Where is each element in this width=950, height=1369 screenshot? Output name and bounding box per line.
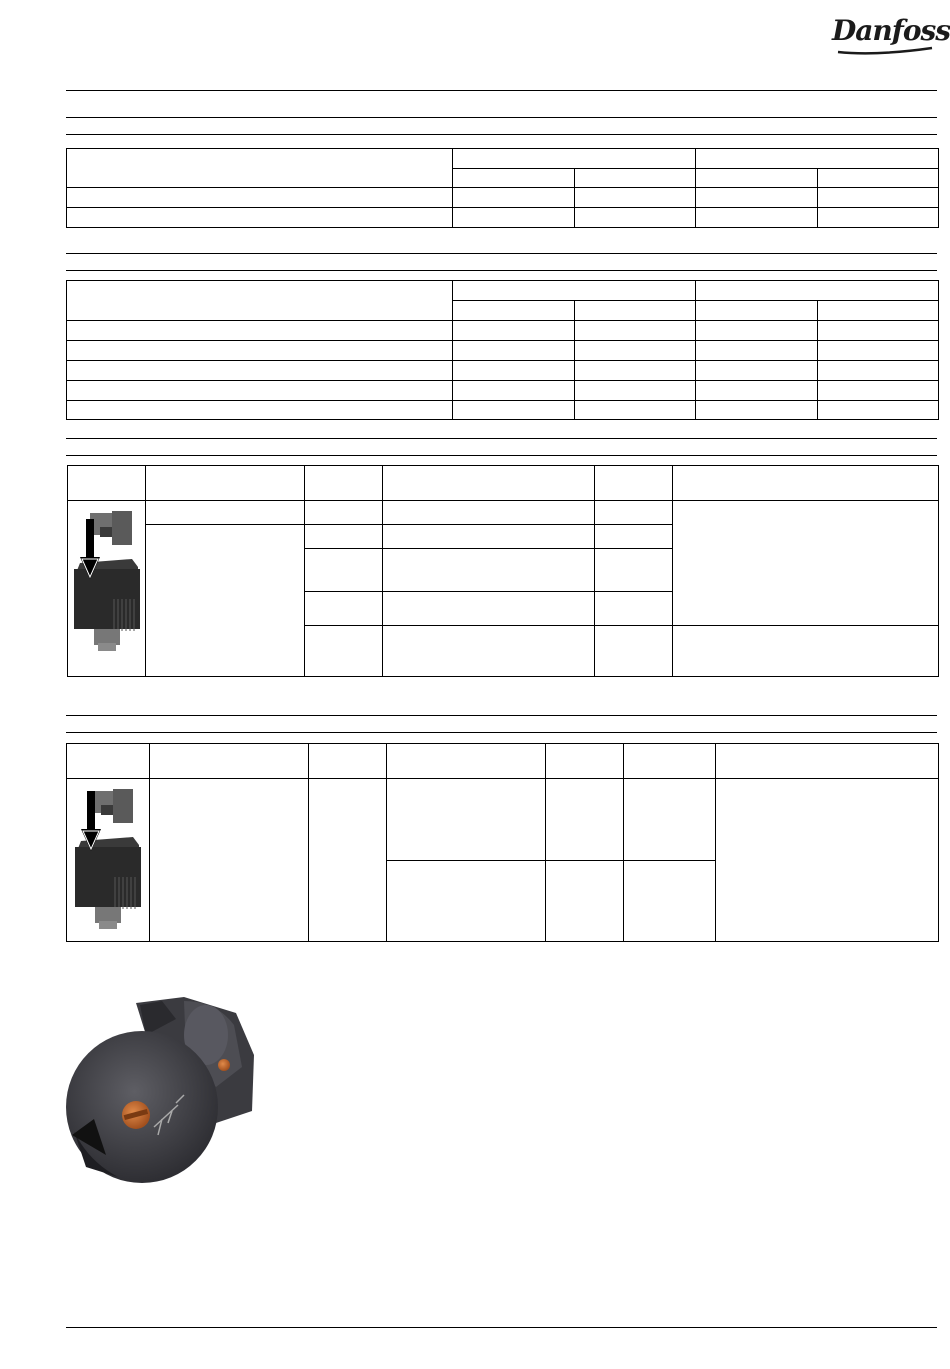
table-subheader-cell <box>575 169 696 188</box>
divider-section-2a <box>66 253 937 254</box>
table-header-cell <box>305 466 383 501</box>
table-row <box>67 361 939 381</box>
divider-section-3a <box>66 438 937 439</box>
spec-table-3 <box>67 465 939 677</box>
component-image-cell <box>68 501 146 677</box>
table-header-cell <box>696 149 939 169</box>
table-header-cell <box>383 466 595 501</box>
down-arrow-icon <box>81 791 101 853</box>
brand-logo-swoosh <box>836 46 934 56</box>
component-image-cell <box>67 779 150 942</box>
table-subheader-cell <box>696 169 818 188</box>
down-arrow-icon <box>80 519 100 581</box>
table-header-cell <box>453 149 696 169</box>
table-row <box>67 779 939 861</box>
spec-table-2 <box>66 280 939 420</box>
brand-logo: Danfoss <box>832 14 950 47</box>
table-header-cell <box>387 744 546 779</box>
table-header-cell <box>68 466 146 501</box>
table-subheader-cell <box>818 169 939 188</box>
table-row <box>67 401 939 420</box>
table-header-cell <box>67 149 453 188</box>
table-header-cell <box>624 744 716 779</box>
table-row <box>67 321 939 341</box>
table-row <box>68 501 939 525</box>
table-subheader-cell <box>453 169 575 188</box>
divider-section-1a <box>66 117 937 118</box>
table-row <box>67 208 939 228</box>
divider-section-4b <box>66 732 937 733</box>
divider-section-4a <box>66 715 937 716</box>
spec-table-1 <box>66 148 939 228</box>
divider-footer <box>66 1327 937 1328</box>
table-header-cell <box>150 744 309 779</box>
divider-section-1b <box>66 134 937 135</box>
table-row <box>67 381 939 401</box>
table-header-cell <box>309 744 387 779</box>
table-header-cell <box>716 744 939 779</box>
divider-top <box>66 90 937 91</box>
divider-section-3b <box>66 455 937 456</box>
table-row <box>67 188 939 208</box>
table-header-cell <box>673 466 939 501</box>
table-header-cell <box>453 281 696 301</box>
table-subheader-cell <box>818 301 939 321</box>
table-subheader-cell <box>575 301 696 321</box>
spec-table-4 <box>66 743 939 942</box>
table-subheader-cell <box>696 301 818 321</box>
table-header-cell <box>696 281 939 301</box>
table-header-cell <box>67 744 150 779</box>
table-subheader-cell <box>453 301 575 321</box>
table-header-cell <box>146 466 305 501</box>
adjustment-dial-photo <box>66 995 266 1185</box>
table-row <box>67 341 939 361</box>
table-header-cell <box>595 466 673 501</box>
table-header-cell <box>546 744 624 779</box>
table-header-cell <box>67 281 453 321</box>
divider-section-2b <box>66 270 937 271</box>
